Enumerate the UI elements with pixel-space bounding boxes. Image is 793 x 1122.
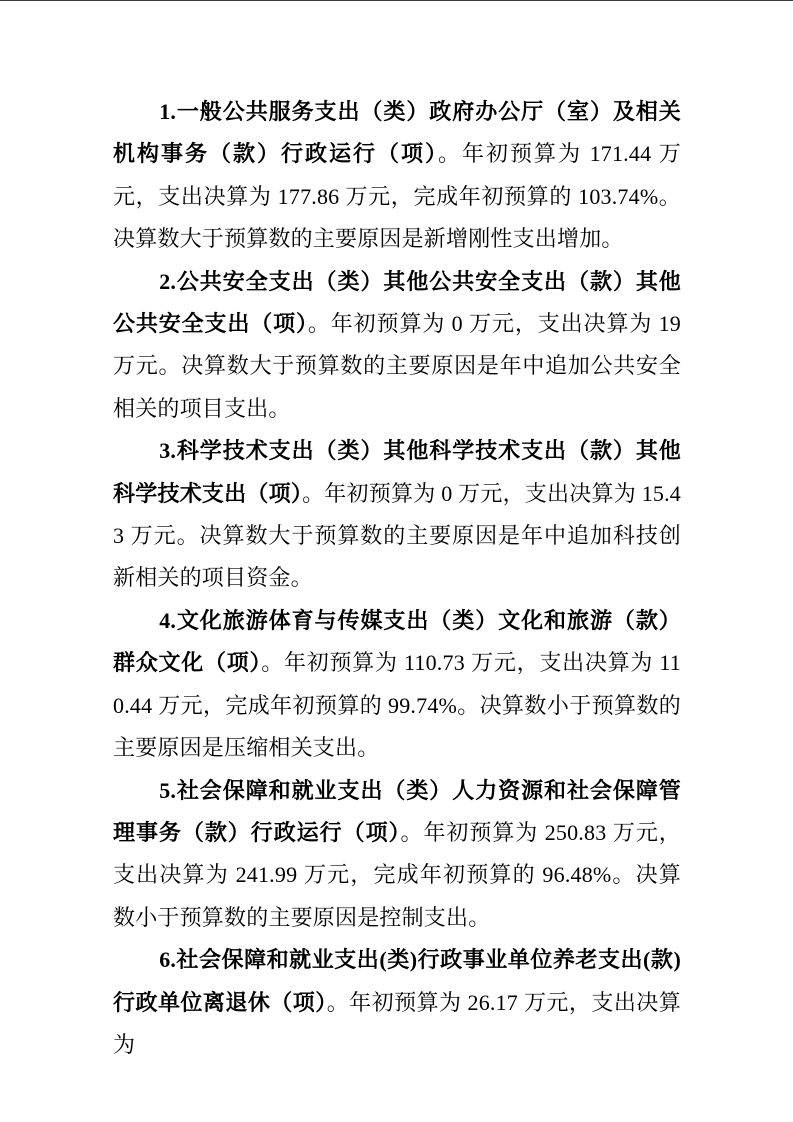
- budget-paragraph-2: [113, 261, 681, 431]
- paragraph-6-heading: 6.社会保障和就业支出(类)行政事业单位养老支出(款)行政单位离退休（项）: [113, 947, 681, 1015]
- paragraph-2-heading: 2.公共安全支出（类）其他公共安全支出（款）其他公共安全支出（项）: [113, 268, 681, 337]
- page-top-edge-line: [0, 0, 793, 1]
- budget-paragraph-6: [113, 939, 681, 1066]
- budget-paragraph-4: [113, 600, 681, 770]
- paragraph-3-heading: 3.科学技术支出（类）其他科学技术支出（款）其他科学技术支出（项）: [113, 438, 681, 506]
- paragraph-6-body: 。年初预算为 26.17 万元，支出决算为: [113, 989, 681, 1057]
- paragraph-4-heading: 4.文化旅游体育与传媒支出（类）文化和旅游（款）群众文化（项）: [113, 607, 681, 676]
- paragraph-5-heading: 5.社会保障和就业支出（类）人力资源和社会保障管理事务（款）行政运行（项）: [113, 777, 681, 845]
- paragraph-4-body: 。年初预算为 110.73 万元，支出决算为 110.44 万元，完成年初预算的 99.74%。决算数小于预算数的主要原因是压缩相关支出。: [113, 650, 681, 761]
- budget-paragraph-5: [113, 770, 681, 940]
- paragraph-5-body: 。年初预算为 250.83 万元，支出决算为 241.99 万元，完成年初预算的 96.48%。决算数小于预算数的主要原因是控制支出。: [113, 819, 681, 930]
- budget-paragraph-3: [113, 430, 681, 600]
- paragraph-3-body: 。年初预算为 0 万元，支出决算为 15.43 万元。决算数大于预算数的主要原因是年中追加科技创新相关的项目资金。: [113, 480, 681, 591]
- budget-paragraph-1: [113, 91, 681, 261]
- paragraph-1-heading: 1.一般公共服务支出（类）政府办公厅（室）及相关机构事务（款）行政运行（项）: [113, 99, 681, 167]
- paragraph-1-body: 。年初预算为 171.44 万元，支出决算为 177.86 万元，完成年初预算的 103.74%。决算数大于预算数的主要原因是新增刚性支出增加。: [113, 141, 681, 252]
- paragraph-2-body: 。年初预算为 0 万元，支出决算为 19 万元。决算数大于预算数的主要原因是年中追加公共安全相关的项目支出。: [113, 311, 681, 421]
